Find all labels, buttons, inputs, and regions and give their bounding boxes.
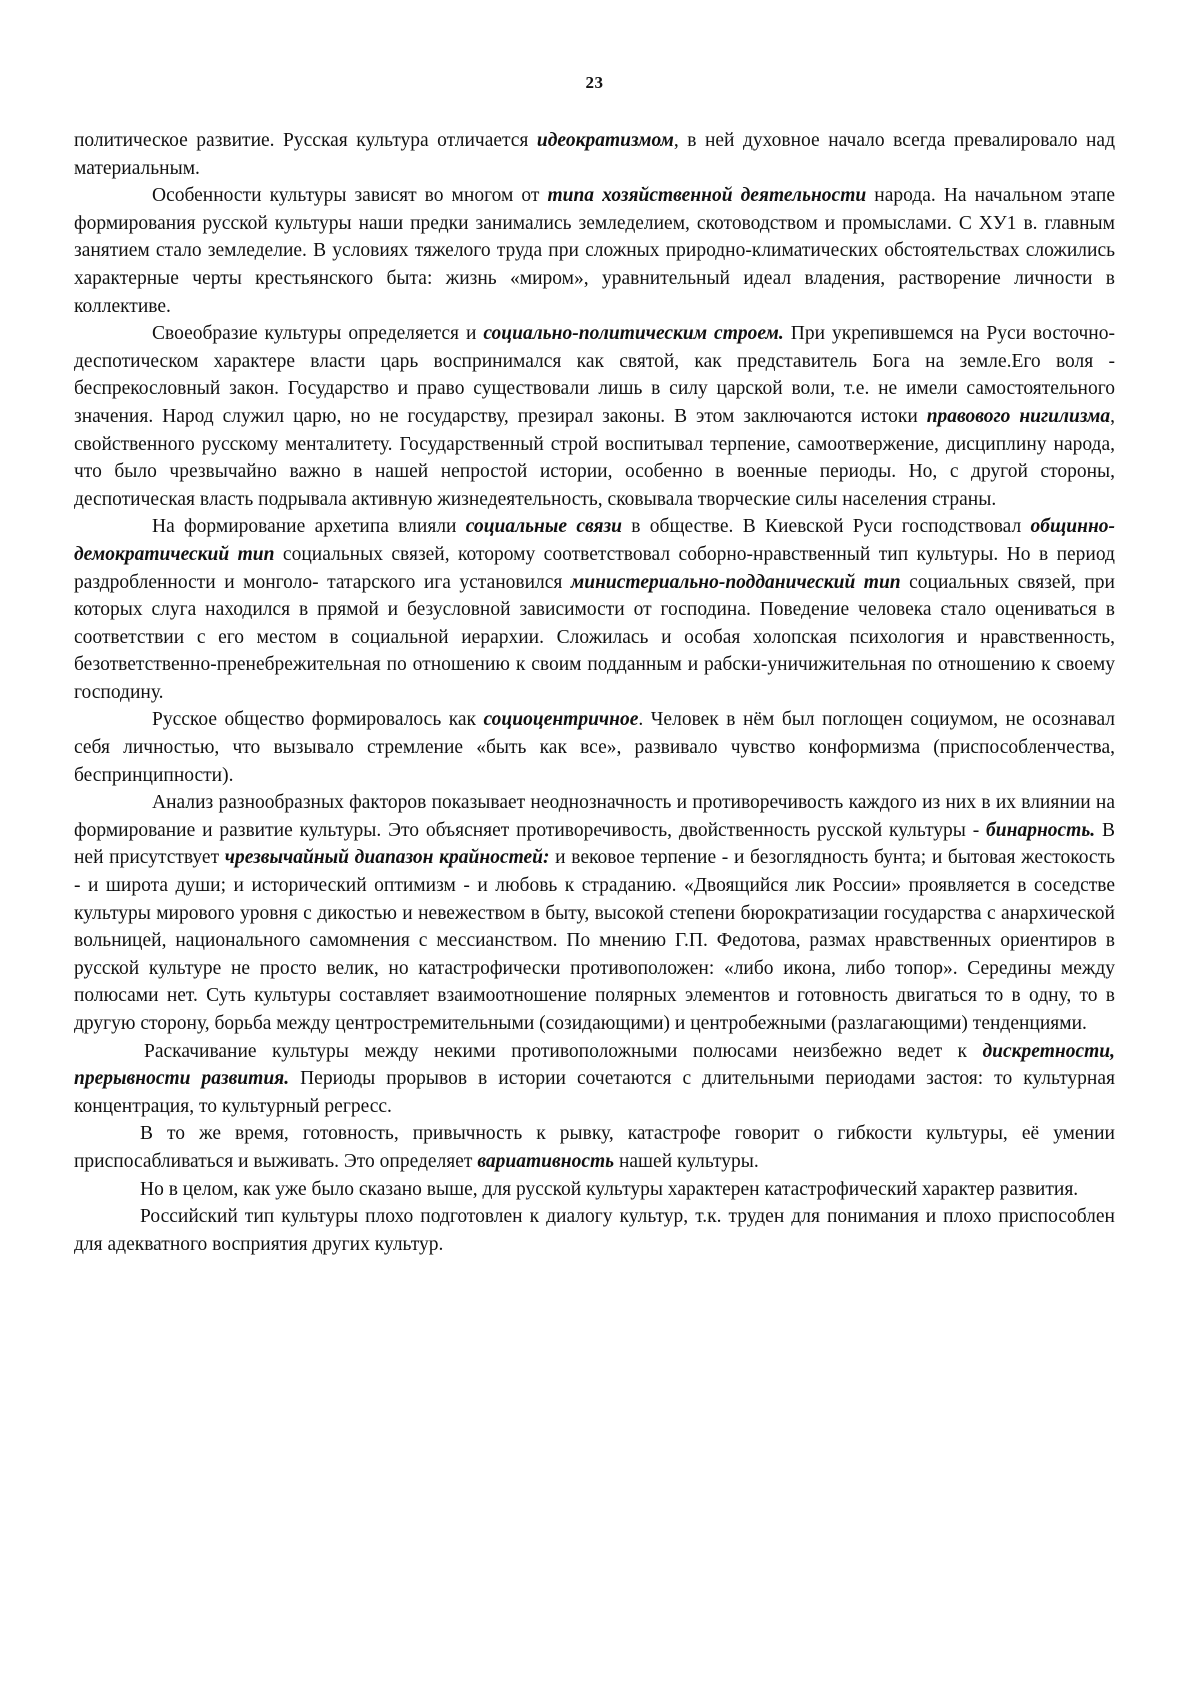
emphasized-term: идеократизмом xyxy=(536,130,674,151)
text-run: При укрепившемся на Руси восточно-деспотическом характере власти царь воспринимался как святой, как представитель Бога на земле.Его воля - беспрекословный закон. Государство и право существовали лишь в силу царской воли, т.е. не имели самостоятельного значения. Народ служил царю, но не государству, презирал законы. В этом заключаются истоки xyxy=(74,323,1115,427)
text-run: Раскачивание культуры между некими противоположными полюсами неизбежно ведет к xyxy=(144,1040,983,1062)
text-run: Российский тип культуры плохо подготовлен к диалогу культур, т.к. труден для понимания и плохо приспособлен для адекватного восприятия других культур. xyxy=(74,1206,1115,1255)
text-run: , в ней духовное начало всегда превалировало над материальным. xyxy=(74,130,1115,179)
emphasized-term: вариативность xyxy=(477,1150,615,1172)
text-run: народа. На начальном этапе формирования русской культуры наши предки занимались земледелием, скотоводством и промыслами. С ХУ1 в. главным занятием стало земледелие. В условиях тяжелого труда при сложных природно-климатических обстоятельствах сложились характерные черты крестьянского быта: жизнь «миром», уравнительный идеал владения, растворение личности в коллективе. xyxy=(74,185,1116,317)
text-run: Но в целом, как уже было сказано выше, для русской культуры характерен катастрофический характер развития. xyxy=(140,1178,1079,1200)
text-run: в обществе. В Киевской Руси господствовал xyxy=(621,516,1031,538)
body-text xyxy=(74,127,1115,1258)
text-run: Анализ разнообразных факторов показывает неоднозначность и противоречивость каждого из них в их влиянии на формирование и развитие культуры. Это объясняет противоречивость, двойственность русской культуры - xyxy=(74,792,1115,841)
text-run: нашей культуры. xyxy=(614,1150,759,1172)
paragraph xyxy=(74,513,1115,706)
emphasized-term: социоцентричное xyxy=(483,709,639,731)
text-run: В ней присутствует xyxy=(74,819,1115,869)
emphasized-term: бинарность. xyxy=(986,819,1096,841)
paragraph xyxy=(74,1176,1115,1204)
text-run: социальных связей, при которых слуга находился в прямой и безусловной зависимости от господина. Поведение человека стало оцениваться в соответствии с его местом в социальной иерархии. Сложилась и особая холопская психология и нравственность, безответственно-пренебрежительная по отношению к своим подданным и рабски-уничижительная по отношению к своему господину. xyxy=(74,571,1115,703)
text-run: Русское общество формировалось как xyxy=(152,709,484,731)
text-run: и вековое терпение - и безоглядность бунта; и бытовая жестокость - и широта души; и исторический оптимизм - и любовь к страданию. «Двоящийся лик России» проявляется в соседстве культуры мирового уровня с дикостью и невежеством в быту, высокой степени бюрократизации государства с анархической вольницей, национального самомнения с мессианством. По мнению Г.П. Федотова, размах нравственных ориентиров в русской культуре не просто велик, но катастрофически противоположен: «либо икона, либо топор». Середины между полюсами нет. Суть культуры составляет взаимоотношение полярных элементов и готовность двигаться то в одну, то в другую сторону, борьба между центростремительными (созидающими) и центробежными (разлагающими) тенденциями. xyxy=(74,847,1115,1034)
text-run: . Человек в нём был поглощен социумом, не осознавал себя личностью, что вызывало стремление «быть как все», развивало чувство конформизма (приспособленчества, беспринципности). xyxy=(74,709,1116,786)
emphasized-term: министериально-подданический тип xyxy=(570,571,901,593)
emphasized-term: дискретности, прерывности развития. xyxy=(74,1040,1115,1090)
page-number: 23 xyxy=(585,73,604,92)
paragraph xyxy=(74,182,1115,320)
text-run: Своеобразие культуры определяется и xyxy=(152,323,484,345)
emphasized-term: социально-политическим строем. xyxy=(483,323,784,345)
emphasized-term: правового нигилизма xyxy=(926,405,1111,427)
paragraph xyxy=(74,320,1115,513)
text-run: политическое развитие. Русская культура отличается xyxy=(74,130,537,151)
text-run: Особенности культуры зависят во многом от xyxy=(152,185,548,207)
paragraph xyxy=(74,1203,1115,1258)
paragraph xyxy=(74,789,1115,1037)
emphasized-term: общинно-демократический тип xyxy=(74,516,1116,565)
paragraph xyxy=(74,127,1115,182)
paragraph xyxy=(74,706,1115,789)
text-run: , свойственного русскому менталитету. Государственный строй воспитывал терпение, самоотвержение, дисциплину народа, что было чрезвычайно важно в нашей непростой истории, особенно в военные периоды. Но, с другой стороны, деспотическая власть подрывала активную жизнедеятельность, сковывала творческие силы населения страны. xyxy=(74,405,1115,510)
text-run: Периоды прорывов в истории сочетаются с длительными периодами застоя: то культурная концентрация, то культурный регресс. xyxy=(74,1068,1115,1117)
emphasized-term: социальные связи xyxy=(465,516,622,538)
paragraph xyxy=(74,1038,1115,1121)
text-run: В то же время, готовность, привычность к рывку, катастрофе говорит о гибкости культуры, её умении приспосабливаться и выживать. Это определяет xyxy=(74,1123,1115,1172)
text-run: социальных связей, которому соответствовал соборно-нравственный тип культуры. Но в период раздробленности и монголо- татарского ига установился xyxy=(74,543,1115,593)
paragraph xyxy=(74,1120,1115,1175)
text-run: На формирование архетипа влияли xyxy=(152,516,466,538)
emphasized-term: типа хозяйственной деятельности xyxy=(547,185,867,207)
emphasized-term: чрезвычайный диапазон крайностей: xyxy=(224,847,550,869)
